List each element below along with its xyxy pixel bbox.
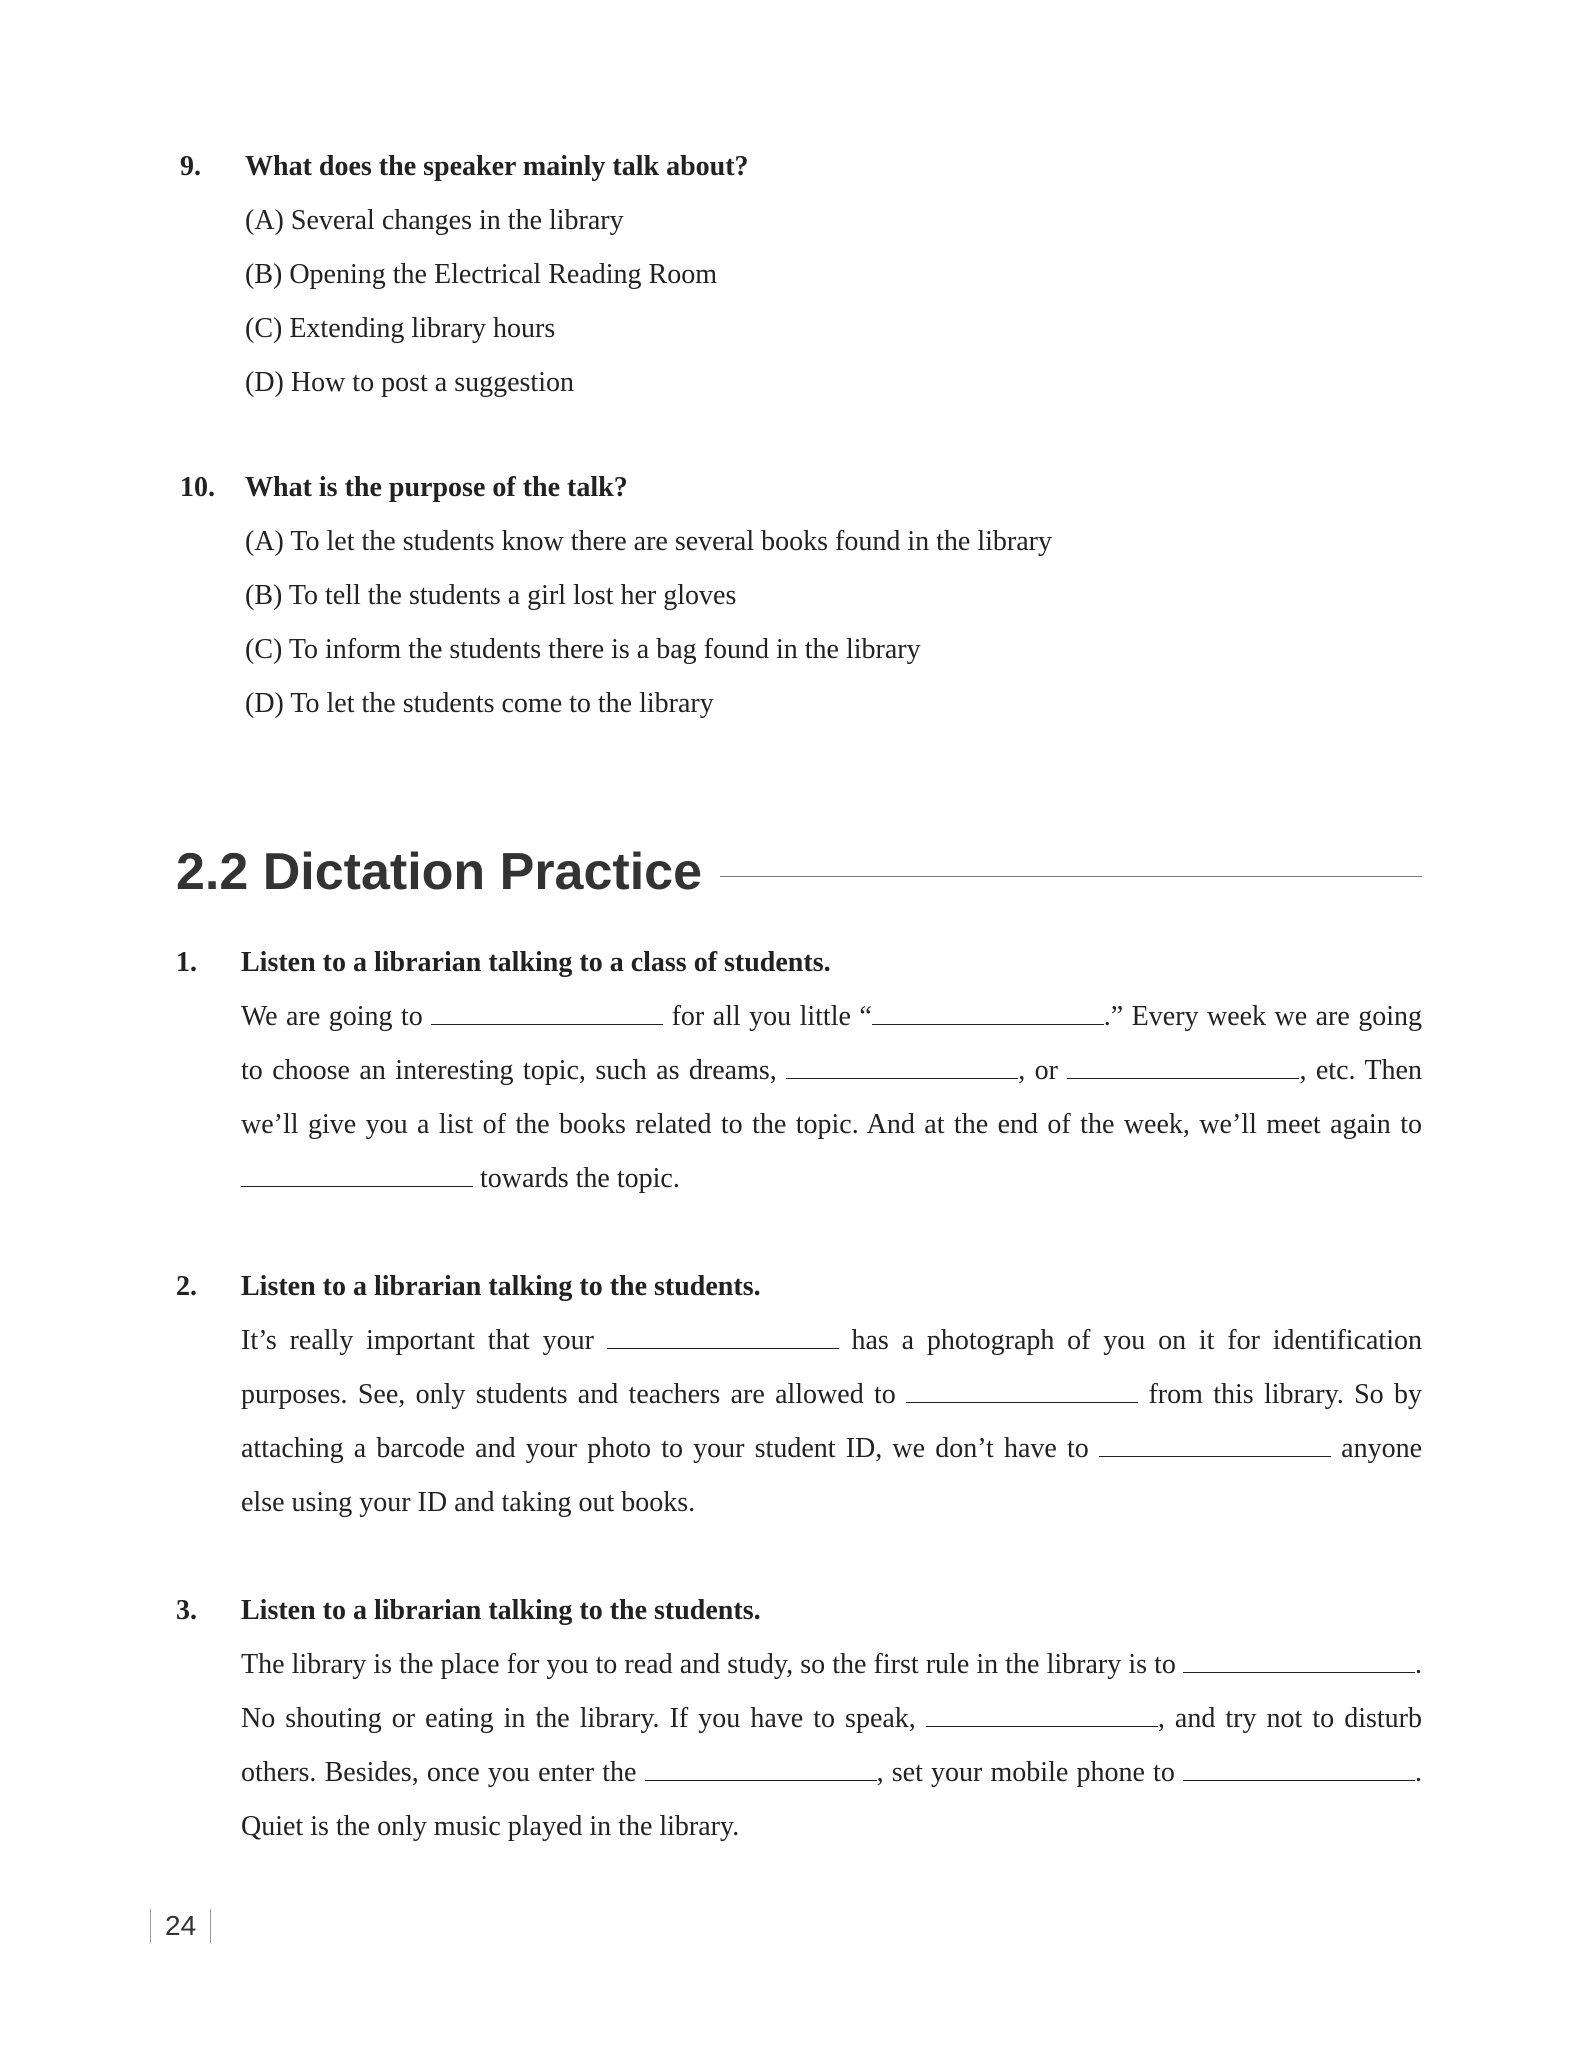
dictation-heading <box>176 1584 1422 1638</box>
page-number-text: 24 <box>165 1910 197 1941</box>
page-number-divider <box>210 1909 211 1943</box>
answer-blank[interactable] <box>645 1758 877 1781</box>
dictation-number: 3. <box>176 1595 197 1626</box>
option-c: (C) To inform the students there is a bag found in the library <box>245 634 921 665</box>
passage-text: We are going to <box>241 1001 432 1032</box>
passage-text: has a photograph of you on it for identification purposes. See, only students and teachers are allowed to <box>241 1325 1422 1410</box>
dictation-instruction: Listen to a librarian talking to the students. <box>241 1595 761 1626</box>
dictation-item-1 <box>176 936 1422 1206</box>
passage-text: , or <box>1018 1055 1068 1086</box>
dictation-heading <box>176 1260 1422 1314</box>
passage-text: The library is the place for you to read and study, so the first rule in the library is to <box>241 1649 1183 1680</box>
dictation-number: 2. <box>176 1271 197 1302</box>
answer-blank[interactable] <box>872 1002 1104 1025</box>
question-10 <box>180 461 1460 731</box>
passage-text: , and try not to disturb others. Besides, once you enter the <box>241 1703 1422 1788</box>
passage-text: from this library. So by attaching a barcode and your photo to your student ID, we don’t have to <box>241 1379 1423 1464</box>
answer-blank[interactable] <box>1183 1650 1415 1673</box>
question-text: What is the purpose of the talk? <box>245 472 628 503</box>
passage-text: .” Every week we are going to choose an interesting topic, such as dreams, <box>241 1001 1423 1086</box>
answer-blank[interactable] <box>1067 1056 1299 1079</box>
passage-text: , etc. Then we’ll give you a list of the books related to the topic. And at the end of the week, we’ll meet again to <box>241 1055 1422 1140</box>
dictation-instruction: Listen to a librarian talking to the students. <box>241 1271 761 1302</box>
passage-text: . Quiet is the only music played in the library. <box>241 1757 1422 1842</box>
option-a: (A) To let the students know there are several books found in the library <box>245 526 1052 557</box>
option-a: (A) Several changes in the library <box>245 205 624 236</box>
passage-text: , set your mobile phone to <box>876 1757 1183 1788</box>
question-heading <box>180 140 1460 194</box>
answer-blank[interactable] <box>926 1704 1158 1727</box>
answer-blank[interactable] <box>607 1326 839 1349</box>
dictation-heading <box>176 936 1422 990</box>
option-c: (C) Extending library hours <box>245 313 556 344</box>
section-heading <box>176 842 1422 902</box>
option-b: (B) To tell the students a girl lost her gloves <box>245 580 737 611</box>
passage-text: anyone else using your ID and taking out books. <box>241 1433 1422 1518</box>
page-number <box>150 1908 211 1944</box>
answer-blank[interactable] <box>906 1380 1138 1403</box>
answer-blank[interactable] <box>786 1056 1018 1079</box>
dictation-number: 1. <box>176 947 197 978</box>
dictation-item-2 <box>176 1260 1422 1530</box>
answer-blank[interactable] <box>1183 1758 1415 1781</box>
passage-text: It’s really important that your <box>241 1325 607 1356</box>
option-d: (D) How to post a suggestion <box>245 367 574 398</box>
question-number: 10. <box>180 472 215 503</box>
answer-blank[interactable] <box>431 1002 663 1025</box>
dictation-passage <box>241 1314 1422 1530</box>
question-9 <box>180 140 1460 410</box>
passage-text: for all you little “ <box>663 1001 872 1032</box>
question-number: 9. <box>180 151 201 182</box>
dictation-passage <box>241 990 1422 1206</box>
dictation-item-3 <box>176 1584 1422 1854</box>
question-text: What does the speaker mainly talk about? <box>245 151 749 182</box>
option-d: (D) To let the students come to the library <box>245 688 714 719</box>
question-heading <box>180 461 1460 515</box>
answer-blank[interactable] <box>241 1164 473 1187</box>
heading-rule <box>720 876 1422 877</box>
answer-blank[interactable] <box>1099 1434 1331 1457</box>
option-b: (B) Opening the Electrical Reading Room <box>245 259 717 290</box>
dictation-passage <box>241 1638 1422 1854</box>
passage-text: towards the topic. <box>473 1163 680 1194</box>
section-title: 2.2 Dictation Practice <box>176 843 702 901</box>
dictation-instruction: Listen to a librarian talking to a class of students. <box>241 947 831 978</box>
passage-text: . No shouting or eating in the library. If you have to speak, <box>241 1649 1422 1734</box>
